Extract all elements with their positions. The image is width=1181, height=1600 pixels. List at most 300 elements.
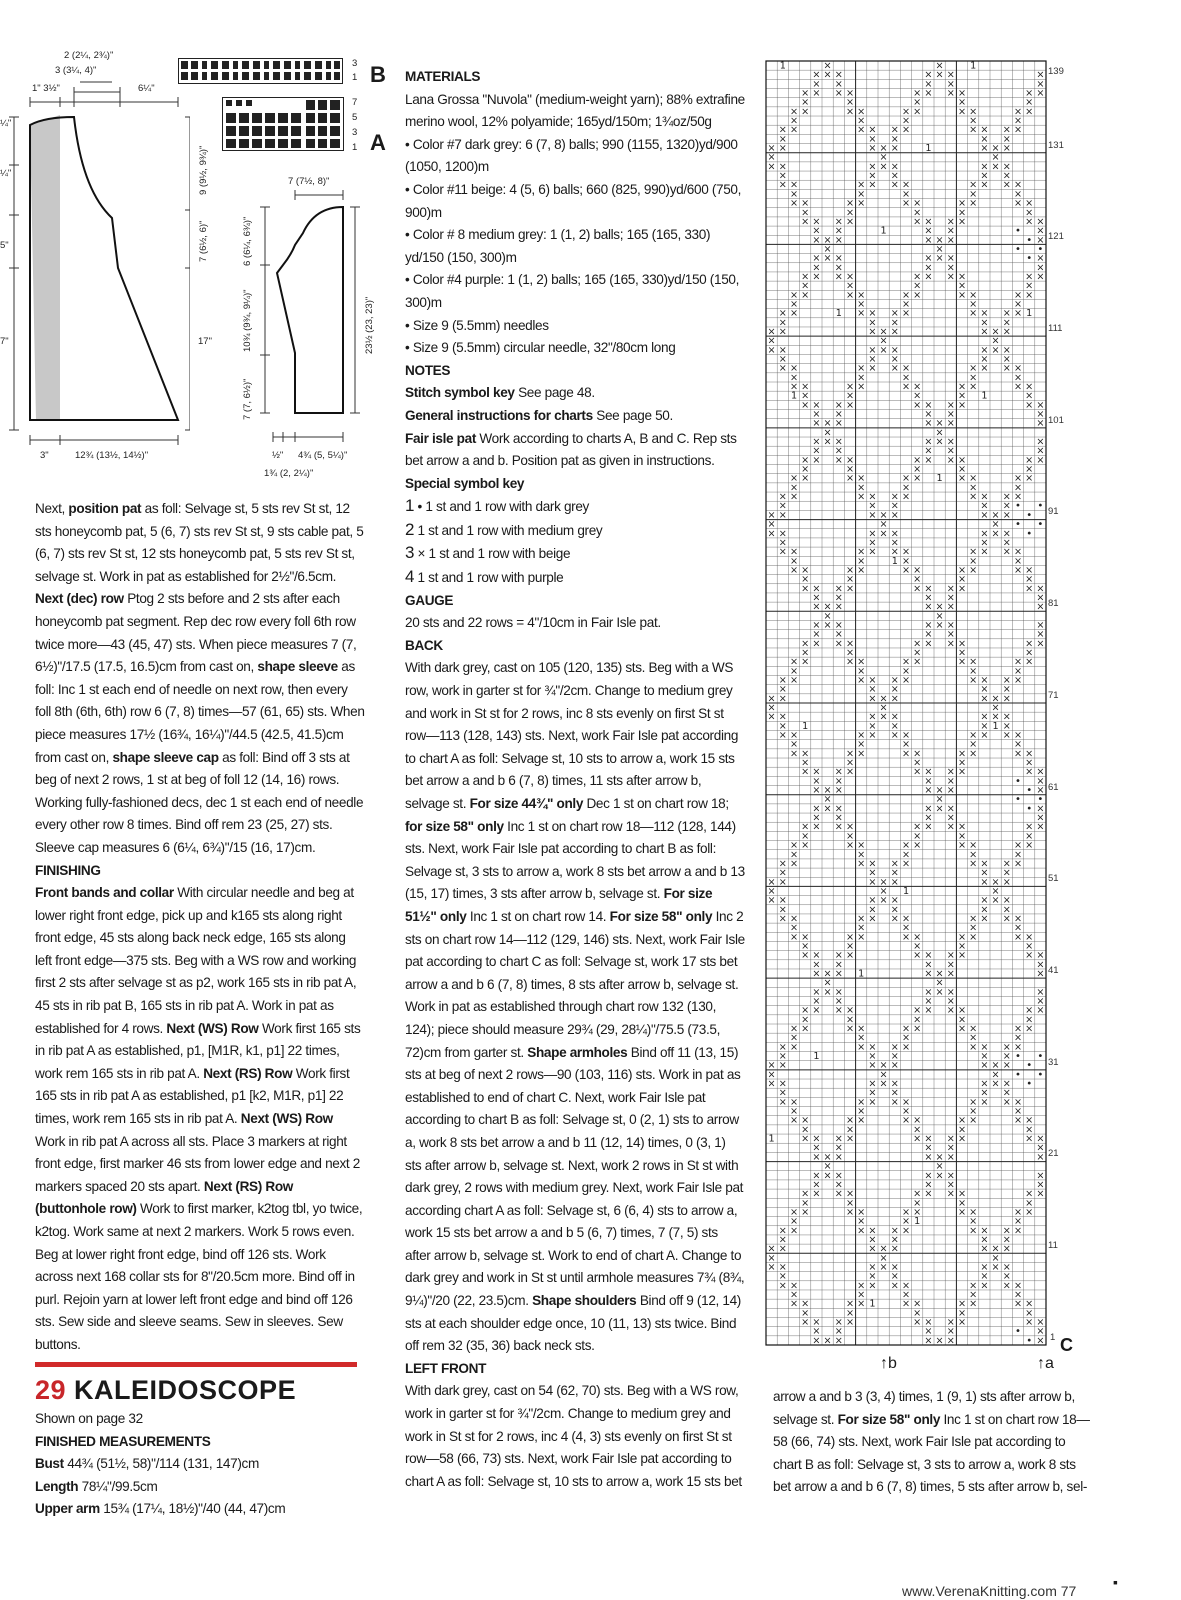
svg-text:×: × (913, 1133, 922, 1145)
svg-text:×: × (834, 1142, 843, 1154)
svg-text:•: • (1015, 500, 1021, 512)
svg-text:×: × (969, 381, 978, 393)
svg-text:×: × (980, 1087, 989, 1099)
svg-text:×: × (868, 867, 877, 879)
svg-text:×: × (1002, 730, 1011, 742)
svg-text:×: × (980, 161, 989, 173)
svg-text:×: × (946, 775, 955, 787)
body-dim-top-3: 1" 3½" (32, 83, 60, 94)
svg-text:×: × (957, 271, 967, 283)
svg-text:•: • (1026, 234, 1033, 246)
svg-text:×: × (890, 684, 899, 696)
svg-text:×: × (980, 537, 989, 549)
svg-text:×: × (991, 885, 1000, 897)
svg-text:×: × (801, 381, 810, 393)
svg-text:×: × (924, 821, 933, 833)
svg-text:×: × (868, 537, 877, 549)
svg-text:×: × (812, 399, 821, 411)
bust-measure: Bust 44¾ (51½, 58)"/114 (131, 147)cm (35, 1456, 259, 1472)
svg-text:×: × (924, 1179, 933, 1191)
svg-text:×: × (1013, 922, 1023, 934)
svg-text:×: × (801, 757, 810, 769)
svg-text:×: × (812, 1142, 821, 1154)
svg-text:×: × (879, 702, 888, 714)
svg-text:×: × (1036, 629, 1045, 641)
svg-text:×: × (890, 344, 899, 356)
svg-text:×: × (924, 69, 933, 81)
svg-text:×: × (812, 88, 821, 100)
text-run: Inc 1 st on chart row 18—58 (66, 74) sts. Next, work Fair Isle pat according to chart B as foll: Selvage st, 3 sts to arrow a, work 8 sts bet arrow a and b 6 (7, 8) times, 5 sts after arrow b, sel- (773, 1411, 1090, 1495)
svg-text:×: × (1002, 895, 1011, 907)
svg-text:×: × (957, 399, 967, 411)
svg-text:×: × (1002, 170, 1011, 182)
svg-text:×: × (778, 913, 787, 925)
svg-text:•: • (1037, 243, 1044, 255)
svg-text:×: × (913, 830, 922, 842)
svg-text:×: × (924, 1188, 933, 1200)
text-run: Inc 1 st on chart row 14. (466, 908, 610, 924)
svg-text:×: × (1013, 1206, 1023, 1218)
svg-text:×: × (924, 216, 933, 228)
svg-text:×: × (946, 262, 955, 274)
svg-text:×: × (1013, 564, 1023, 576)
upper-arm-measure: Upper arm 15¾ (17¼, 18½)"/40 (44, 47)cm (35, 1501, 286, 1517)
svg-text:×: × (924, 1133, 933, 1145)
chart-row-label: 111 (1048, 322, 1063, 334)
svg-text:×: × (801, 1115, 810, 1127)
svg-text:×: × (969, 482, 978, 494)
svg-text:×: × (946, 601, 955, 613)
sleeve-dim-bottom-3: 1¾ (2, 2¼)" (264, 468, 314, 479)
body-dim-top-2: 3 (3¼, 4)" (55, 65, 97, 76)
svg-text:×: × (913, 1206, 922, 1218)
svg-text:×: × (1036, 234, 1045, 246)
svg-text:×: × (845, 454, 855, 466)
svg-text:×: × (868, 904, 877, 916)
svg-text:×: × (935, 610, 944, 622)
svg-text:×: × (812, 1188, 821, 1200)
svg-text:×: × (980, 528, 989, 540)
svg-text:×: × (913, 564, 922, 576)
svg-text:×: × (924, 234, 933, 246)
svg-text:×: × (834, 88, 843, 100)
svg-text:×: × (857, 730, 866, 742)
svg-text:1: 1 (992, 720, 999, 732)
svg-text:×: × (946, 78, 955, 90)
svg-text:×: × (957, 97, 967, 109)
svg-text:×: × (845, 766, 855, 778)
svg-text:×: × (1025, 656, 1034, 668)
svg-text:×: × (812, 225, 821, 237)
svg-text:×: × (857, 198, 866, 210)
svg-text:×: × (924, 1005, 933, 1017)
svg-text:×: × (857, 1225, 866, 1237)
svg-text:×: × (1002, 1078, 1011, 1090)
svg-text:×: × (857, 124, 866, 136)
svg-text:×: × (834, 821, 843, 833)
svg-text:×: × (857, 858, 866, 870)
svg-text:×: × (857, 1206, 866, 1218)
svg-text:×: × (845, 390, 855, 402)
svg-text:•: • (1037, 1051, 1044, 1063)
svg-text:×: × (969, 913, 978, 925)
pattern-number: 29 (35, 1375, 67, 1405)
svg-text:×: × (767, 1252, 776, 1264)
svg-text:×: × (946, 399, 955, 411)
svg-text:×: × (767, 885, 776, 897)
svg-text:1: 1 (891, 555, 898, 567)
svg-text:×: × (969, 473, 978, 485)
svg-text:×: × (946, 234, 955, 246)
svg-text:×: × (778, 161, 787, 173)
svg-text:×: × (969, 675, 978, 687)
svg-text:×: × (901, 1225, 911, 1237)
svg-text:×: × (868, 1087, 877, 1099)
svg-text:×: × (980, 500, 989, 512)
svg-text:×: × (801, 583, 810, 595)
svg-text:×: × (767, 702, 776, 714)
svg-text:×: × (890, 170, 899, 182)
svg-text:×: × (801, 638, 810, 650)
svg-text:×: × (946, 638, 955, 650)
svg-text:×: × (901, 748, 911, 760)
svg-text:×: × (1036, 821, 1045, 833)
svg-text:×: × (1036, 986, 1045, 998)
svg-text:×: × (969, 1289, 978, 1301)
svg-text:×: × (946, 1005, 955, 1017)
svg-text:×: × (868, 895, 877, 907)
svg-text:×: × (845, 207, 855, 219)
bold-term: position pat (68, 501, 142, 516)
svg-text:×: × (834, 986, 843, 998)
svg-text:×: × (913, 574, 922, 586)
svg-text:×: × (924, 418, 933, 430)
svg-text:×: × (1036, 253, 1045, 265)
svg-text:×: × (1036, 418, 1045, 430)
svg-text:×: × (789, 381, 799, 393)
svg-text:×: × (834, 775, 843, 787)
bold-term: shape sleeve (257, 659, 338, 675)
svg-text:×: × (980, 354, 989, 366)
svg-text:×: × (1036, 1179, 1045, 1191)
svg-text:×: × (767, 326, 776, 338)
svg-text:×: × (868, 1271, 877, 1283)
svg-text:×: × (969, 198, 978, 210)
svg-text:×: × (801, 289, 810, 301)
svg-text:×: × (834, 216, 843, 228)
svg-text:×: × (789, 555, 799, 567)
svg-text:×: × (1013, 739, 1023, 751)
svg-text:×: × (857, 555, 866, 567)
svg-text:×: × (778, 308, 787, 320)
svg-text:×: × (823, 619, 832, 631)
svg-text:×: × (946, 88, 955, 100)
svg-text:×: × (935, 1335, 944, 1347)
svg-text:×: × (778, 1096, 787, 1108)
svg-text:×: × (801, 1197, 810, 1209)
svg-text:×: × (801, 1023, 810, 1035)
svg-text:×: × (778, 500, 787, 512)
svg-text:×: × (946, 766, 955, 778)
svg-text:1: 1 (813, 1051, 820, 1063)
svg-text:×: × (980, 143, 989, 155)
svg-text:×: × (991, 344, 1000, 356)
svg-text:×: × (868, 133, 877, 145)
length-measure: Length 78¼"/99.5cm (35, 1478, 158, 1494)
svg-text:×: × (801, 564, 810, 576)
svg-text:×: × (845, 97, 855, 109)
svg-text:1: 1 (869, 1298, 876, 1310)
svg-text:×: × (924, 959, 933, 971)
svg-text:×: × (924, 1335, 933, 1347)
svg-text:×: × (957, 1115, 967, 1127)
svg-text:×: × (1002, 179, 1011, 191)
svg-text:×: × (1013, 298, 1023, 310)
svg-text:×: × (1002, 711, 1011, 723)
svg-text:×: × (801, 464, 810, 476)
svg-text:×: × (969, 298, 978, 310)
svg-text:×: × (1025, 766, 1034, 778)
svg-text:×: × (1013, 1115, 1023, 1127)
svg-text:•: • (1037, 519, 1044, 531)
svg-text:×: × (913, 1197, 922, 1209)
yarn-description: Lana Grossa "Nuvola" (medium-weight yarn); 88% extrafine merino wool, 12% polyamide; 165yd/150m; 1¾oz/50g (405, 91, 745, 130)
svg-text:×: × (812, 234, 821, 246)
svg-text:×: × (957, 390, 967, 402)
svg-text:×: × (1025, 1317, 1034, 1329)
text-run: Bind off 9 (12, 14) sts at each shoulder edge once, 10 (11, 13) sts twice. Bind off rem 32 (35, 36) back neck sts. (405, 1293, 741, 1354)
svg-text:×: × (890, 867, 899, 879)
svg-text:×: × (1002, 143, 1011, 155)
svg-text:×: × (778, 317, 787, 329)
svg-text:×: × (1013, 363, 1023, 375)
svg-text:×: × (812, 262, 821, 274)
svg-text:×: × (901, 381, 911, 393)
svg-text:×: × (969, 372, 978, 384)
svg-text:×: × (924, 399, 933, 411)
svg-text:×: × (778, 876, 787, 888)
svg-text:×: × (789, 115, 799, 127)
svg-text:×: × (980, 1096, 989, 1108)
svg-text:×: × (767, 344, 776, 356)
svg-text:×: × (991, 1261, 1000, 1273)
svg-text:×: × (834, 418, 843, 430)
svg-text:×: × (1036, 959, 1045, 971)
svg-text:×: × (1025, 638, 1034, 650)
svg-text:×: × (801, 574, 810, 586)
svg-text:×: × (901, 198, 911, 210)
svg-text:×: × (1013, 1280, 1023, 1292)
svg-text:×: × (901, 289, 911, 301)
body-dim-left-3: 5" (0, 240, 9, 251)
svg-text:×: × (913, 656, 922, 668)
svg-text:×: × (857, 675, 866, 687)
symbol-key-item: 4 1 st and 1 row with purple (405, 567, 564, 587)
bold-term: Next (WS) Row (240, 1111, 333, 1127)
svg-text:×: × (812, 271, 821, 283)
svg-text:•: • (1015, 225, 1021, 237)
svg-text:×: × (789, 372, 799, 384)
svg-text:×: × (890, 509, 899, 521)
svg-text:×: × (913, 1188, 922, 1200)
svg-text:•: • (1037, 1069, 1044, 1081)
body-dim-left-1: ¼" (0, 118, 12, 129)
svg-text:×: × (935, 253, 944, 265)
svg-text:×: × (969, 115, 978, 127)
svg-text:×: × (890, 1234, 899, 1246)
note-item: Stitch symbol key See page 48. (405, 385, 595, 401)
svg-text:×: × (980, 720, 989, 732)
svg-text:×: × (823, 436, 832, 448)
svg-text:×: × (890, 500, 899, 512)
svg-text:×: × (913, 1023, 922, 1035)
svg-text:×: × (980, 1261, 989, 1273)
svg-text:×: × (1025, 583, 1034, 595)
page-footer: www.VerenaKnitting.com 77 (902, 1583, 1077, 1599)
svg-text:×: × (957, 940, 967, 952)
svg-text:×: × (991, 1060, 1000, 1072)
svg-text:×: × (801, 1188, 810, 1200)
sleeve-dim-left-3: 7 (7, 6½)" (242, 378, 253, 420)
svg-text:×: × (924, 253, 933, 265)
svg-text:1: 1 (858, 968, 865, 980)
svg-text:×: × (789, 179, 799, 191)
svg-text:×: × (890, 354, 899, 366)
back-heading: BACK (405, 637, 443, 653)
svg-text:×: × (767, 1060, 776, 1072)
svg-text:1: 1 (880, 225, 887, 237)
bold-term: Front bands and collar (35, 885, 174, 901)
svg-text:×: × (924, 88, 933, 100)
svg-text:×: × (1013, 188, 1023, 200)
svg-text:×: × (812, 418, 821, 430)
svg-text:×: × (845, 464, 855, 476)
svg-text:×: × (857, 1041, 866, 1053)
material-item: • Size 9 (5.5mm) circular needle, 32"/80cm long (405, 340, 676, 356)
svg-text:×: × (1025, 830, 1034, 842)
svg-text:×: × (834, 262, 843, 274)
svg-text:×: × (957, 574, 967, 586)
special-symbol-key-heading: Special symbol key (405, 475, 525, 491)
bold-term: Next (RS) Row (203, 1065, 293, 1081)
svg-text:×: × (991, 152, 1000, 164)
svg-text:×: × (1013, 1106, 1023, 1118)
svg-text:×: × (834, 629, 843, 641)
svg-text:×: × (812, 629, 821, 641)
svg-text:×: × (812, 1170, 821, 1182)
svg-text:×: × (1025, 207, 1034, 219)
svg-text:×: × (834, 1326, 843, 1338)
svg-text:×: × (823, 1335, 832, 1347)
svg-text:×: × (778, 1087, 787, 1099)
svg-text:×: × (913, 1014, 922, 1026)
svg-text:×: × (834, 1179, 843, 1191)
svg-text:×: × (890, 1051, 899, 1063)
svg-text:×: × (1025, 216, 1034, 228)
svg-text:×: × (879, 344, 888, 356)
svg-text:×: × (767, 335, 776, 347)
svg-text:×: × (778, 858, 787, 870)
svg-text:×: × (845, 1115, 855, 1127)
svg-text:×: × (868, 124, 877, 136)
svg-text:×: × (1013, 840, 1023, 852)
svg-text:×: × (778, 1234, 787, 1246)
left-front-instructions: With dark grey, cast on 54 (62, 70) sts. Beg with a WS row, work in garter st for ¾"/2cm. Change to medium grey and work in St st for 2 rows, inc 4 (4, 3) sts evenly on first St st row—58 (66, 73) sts. Next, work Fair Isle pat according to chart A as foll: Selvage st, 10 sts to arrow a, work 15 sts bet (405, 1383, 742, 1489)
svg-text:×: × (879, 895, 888, 907)
svg-text:×: × (1013, 115, 1023, 127)
svg-text:×: × (868, 1041, 877, 1053)
chart-row-label: 51 (1048, 873, 1059, 885)
svg-text:×: × (969, 922, 978, 934)
svg-text:×: × (834, 454, 843, 466)
svg-text:×: × (845, 381, 855, 393)
svg-text:×: × (868, 684, 877, 696)
svg-text:×: × (823, 69, 832, 81)
svg-text:×: × (924, 638, 933, 650)
svg-text:×: × (812, 445, 821, 457)
svg-text:×: × (778, 546, 787, 558)
svg-text:×: × (1013, 849, 1023, 861)
svg-text:×: × (991, 161, 1000, 173)
svg-text:×: × (946, 409, 955, 421)
svg-text:×: × (1013, 1216, 1023, 1228)
svg-text:×: × (812, 1179, 821, 1191)
svg-text:×: × (778, 537, 787, 549)
notes-list (405, 382, 745, 472)
svg-text:×: × (845, 1317, 855, 1329)
svg-text:×: × (890, 179, 899, 191)
svg-text:×: × (1025, 106, 1034, 118)
svg-text:×: × (789, 124, 799, 136)
svg-text:×: × (1036, 225, 1045, 237)
svg-text:×: × (778, 693, 787, 705)
svg-text:×: × (868, 354, 877, 366)
svg-text:×: × (991, 1243, 1000, 1255)
svg-text:×: × (1013, 858, 1023, 870)
svg-text:×: × (879, 335, 888, 347)
svg-text:×: × (789, 1115, 799, 1127)
svg-text:×: × (901, 555, 911, 567)
svg-text:×: × (924, 766, 933, 778)
svg-text:×: × (924, 629, 933, 641)
svg-text:×: × (857, 115, 866, 127)
svg-text:×: × (901, 564, 911, 576)
svg-text:×: × (879, 161, 888, 173)
svg-text:×: × (935, 1170, 944, 1182)
svg-text:×: × (969, 1096, 978, 1108)
svg-text:×: × (946, 1170, 955, 1182)
svg-text:×: × (980, 858, 989, 870)
svg-text:×: × (901, 922, 911, 934)
svg-text:×: × (857, 1023, 866, 1035)
svg-text:×: × (1013, 555, 1023, 567)
svg-text:1: 1 (981, 390, 988, 402)
svg-text:×: × (924, 812, 933, 824)
text-run: Work in rib pat A across all sts. Place 3 markers at right front edge, first marker 46 sts from lower edge and next 2 markers spaced 20 sts apart. (35, 1133, 360, 1194)
svg-text:×: × (845, 280, 855, 292)
svg-text:×: × (801, 931, 810, 943)
svg-text:×: × (957, 1023, 967, 1035)
svg-text:×: × (1025, 390, 1034, 402)
svg-text:×: × (1036, 775, 1045, 787)
svg-text:×: × (845, 1307, 855, 1319)
svg-text:×: × (845, 1188, 855, 1200)
svg-text:×: × (857, 739, 866, 751)
svg-text:×: × (778, 1280, 787, 1292)
svg-text:×: × (980, 675, 989, 687)
svg-text:×: × (901, 546, 911, 558)
svg-text:×: × (789, 1041, 799, 1053)
